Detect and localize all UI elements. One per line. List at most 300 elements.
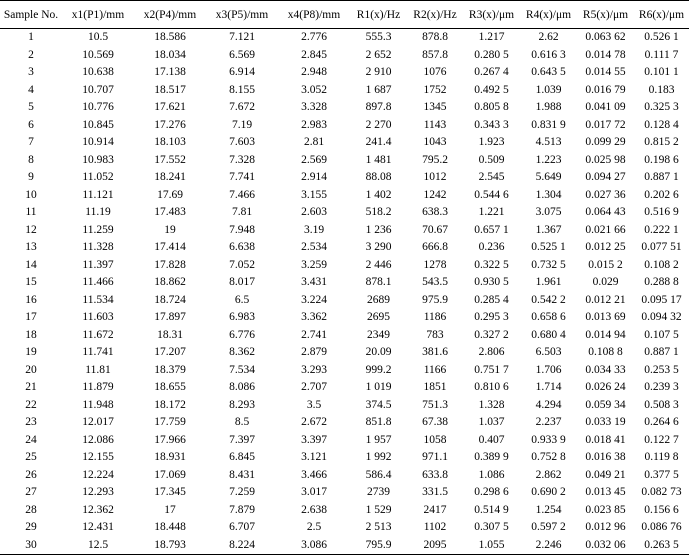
table-cell: 11.052 [82,171,114,184]
table-cell: 1.217 [478,31,505,44]
table-cell: 0.018 41 [585,433,626,446]
column-header: x1(P1)/mm [62,1,134,29]
table-cell: 1 481 [365,153,392,166]
table-cell: 7.397 [229,433,255,446]
table-cell: 2.638 [301,503,327,516]
table-cell: 10.914 [82,136,114,149]
table-cell: 975.9 [422,293,448,306]
table-cell: 8.431 [229,468,255,481]
table-cell: 7.19 [231,118,253,131]
table-cell: 0.508 3 [644,398,679,411]
table-cell: 0.751 7 [474,363,509,376]
sample-number-cell: 25 [25,451,37,464]
table-cell: 0.198 6 [644,153,679,166]
table-cell: 7.879 [229,503,255,516]
table-cell: 633.8 [422,468,448,481]
table-cell: 7.328 [229,153,255,166]
table-row [0,274,689,292]
table-cell: 0.616 3 [531,48,566,61]
table-row [0,47,689,65]
table-cell: 18.448 [154,521,186,534]
table-cell: 6.845 [229,451,255,464]
table-cell: 8.224 [206,537,278,555]
table-row [0,327,689,345]
table-row [0,362,689,380]
table-cell: 11.466 [82,276,114,289]
table-cell: 381.6 [422,346,448,359]
table-cell: 10.845 [82,118,114,131]
table-cell: 18.241 [154,171,186,184]
table-cell: 1043 [423,136,447,149]
table-cell: 0.887 1 [644,346,679,359]
table-cell: 0.236 [478,241,505,254]
table-cell: 857.8 [422,48,448,61]
table-cell: 19 [164,223,176,236]
table-cell: 555.3 [365,31,392,44]
table-cell: 2.545 [478,171,505,184]
table-cell: 17.759 [154,416,186,429]
table-cell: 88.08 [365,171,392,184]
table-cell: 0.407 [478,433,505,446]
table-cell: 1.037 [478,416,505,429]
table-cell: 2.603 [301,206,327,219]
table-cell: 18.793 [134,537,206,555]
table-cell: 0.014 55 [585,66,626,79]
table-cell: 0.377 5 [644,468,679,481]
table-cell: 8.293 [229,398,255,411]
table-cell: 7.603 [229,136,255,149]
table-cell: 6.503 [535,346,562,359]
table-cell: 11.121 [82,188,114,201]
table-cell: 0.014 78 [585,48,626,61]
table-cell: 0.013 69 [585,311,626,324]
table-cell: 666.8 [422,241,448,254]
sample-number-cell: 23 [25,416,37,429]
table-cell: 0.239 3 [644,381,679,394]
table-cell: 8.086 [229,381,255,394]
sample-number-cell: 6 [28,118,34,131]
table-cell: 0.597 2 [531,521,566,534]
table-cell: 0.389 9 [474,451,509,464]
table-cell: 17.069 [154,468,186,481]
table-cell: 0.049 21 [585,468,626,481]
table-cell: 1.714 [535,381,562,394]
table-cell: 3.362 [301,311,327,324]
table-cell: 0.544 6 [474,188,509,201]
table-cell: 2.237 [535,416,562,429]
table-cell: 3.466 [301,468,327,481]
table-cell: 0.887 1 [644,171,679,184]
table-cell: 11.879 [82,381,114,394]
column-header: R6(x)/μm [634,1,689,29]
table-cell: 18.517 [154,83,186,96]
table-cell: 0.122 7 [644,433,679,446]
table-cell: 3.121 [301,451,327,464]
sample-number-cell: 22 [25,398,37,411]
table-cell: 18.862 [154,276,186,289]
table-cell: 0.222 1 [644,223,679,236]
table-cell: 0.108 8 [588,346,623,359]
table-cell: 12.5 [62,537,134,555]
sample-number-cell: 29 [25,521,37,534]
sample-number-cell: 9 [28,171,34,184]
table-cell: 2.914 [301,171,327,184]
table-row [0,152,689,170]
table-cell: 1345 [423,101,447,114]
table-cell: 1.961 [535,276,562,289]
sample-number-cell: 27 [25,486,37,499]
table-cell: 12.362 [82,503,114,516]
table-cell: 0.509 [478,153,505,166]
sample-number-cell: 4 [28,83,34,96]
table-cell: 2349 [367,328,390,341]
sample-number-cell: 7 [28,136,34,149]
table-cell: 18.103 [154,136,186,149]
table-cell: 70.67 [422,223,448,236]
table-cell: 2 910 [365,66,392,79]
table-cell: 18.379 [154,363,186,376]
table-row [0,99,689,117]
table-row [0,64,689,82]
table-cell: 2.862 [535,468,562,481]
column-header: x3(P5)/mm [206,1,278,29]
table-cell: 0.111 7 [644,48,679,61]
table-cell: 0.119 8 [644,451,679,464]
table-cell: 2 446 [365,258,392,271]
table-row [0,467,689,485]
table-cell: 2.983 [301,118,327,131]
table-row [0,117,689,135]
table-cell: 0.831 9 [531,118,566,131]
table-cell: 8.362 [229,346,255,359]
table-cell: 971.1 [422,451,448,464]
table-cell: 8.155 [229,83,255,96]
table-cell: 0.322 5 [474,258,509,271]
table-cell: 0.082 73 [641,486,682,499]
table-cell: 0.933 9 [531,433,566,446]
table-cell: 795.2 [422,153,448,166]
table-cell: 1 402 [365,188,392,201]
table-cell: 7.672 [229,101,255,114]
table-cell: 1058 [423,433,447,446]
table-cell: 0.690 2 [531,486,566,499]
table-cell: 1.221 [478,206,505,219]
table-cell: 3.328 [301,101,327,114]
table-cell: 5.649 [535,171,562,184]
table-cell: 6.569 [229,48,255,61]
table-cell: 2.246 [520,537,577,555]
table-cell: 10.776 [82,101,114,114]
table-cell: 3.397 [301,433,327,446]
sample-number-cell: 14 [25,258,37,271]
table-cell: 0.023 85 [585,503,626,516]
sample-number-cell: 18 [25,328,37,341]
table-cell: 2.741 [301,328,327,341]
table-cell: 2739 [367,486,390,499]
table-cell: 18.724 [154,293,186,306]
table-cell: 11.534 [82,293,114,306]
table-cell: 2.948 [301,66,327,79]
sample-number-cell: 28 [25,503,37,516]
table-cell: 7.466 [229,188,255,201]
column-header: Sample No. [0,1,62,29]
sample-number-cell: 17 [25,311,37,324]
sample-number-cell: 10 [25,188,37,201]
sample-number-cell: 2 [28,48,34,61]
table-cell: 3.259 [301,258,327,271]
table-cell: 851.8 [365,416,392,429]
table-cell: 10.569 [82,48,114,61]
table-cell: 1.039 [535,83,562,96]
table-cell: 3.052 [301,83,327,96]
table-row [0,537,689,555]
table-cell: 0.017 72 [585,118,626,131]
table-cell: 8.017 [229,276,255,289]
table-cell: 1102 [423,521,447,534]
sample-number-cell: 3 [28,66,34,79]
table-cell: 2.5 [306,521,322,534]
table-cell: 6.983 [229,311,255,324]
table-cell: 1.328 [478,398,505,411]
table-cell: 2.569 [301,153,327,166]
table-cell: 0.307 5 [474,521,509,534]
table-cell: 0.059 34 [585,398,626,411]
table-cell: 0.253 5 [644,363,679,376]
table-cell: 6.5 [234,293,250,306]
table-cell: 8.5 [234,416,250,429]
table-cell: 7.81 [231,206,253,219]
table-cell: 0.041 09 [585,101,626,114]
table-cell: 0.099 29 [585,136,626,149]
sample-number-cell: 16 [25,293,37,306]
table-row [0,239,689,257]
table-cell: 0.810 6 [474,381,509,394]
table-cell: 999.2 [365,363,392,376]
table-cell: 0.034 33 [585,363,626,376]
table-cell: 7.052 [229,258,255,271]
table-cell: 0.012 96 [585,521,626,534]
table-row [0,379,689,397]
sample-number-cell: 15 [25,276,37,289]
table-cell: 3.19 [303,223,325,236]
table-cell: 17.276 [154,118,186,131]
sample-number-cell: 1 [28,31,34,44]
table-cell: 1242 [423,188,447,201]
table-cell: 12.293 [82,486,114,499]
table-cell: 18.931 [154,451,186,464]
table-cell: 0.086 76 [641,521,682,534]
table-cell: 11.397 [82,258,114,271]
table-cell: 0.280 5 [474,48,509,61]
table-row [0,449,689,467]
table-cell: 12.431 [82,521,114,534]
table-cell: 1 019 [365,381,392,394]
table-cell: 2689 [367,293,390,306]
table-cell: 7.741 [229,171,255,184]
sample-number-cell: 20 [25,363,37,376]
column-header: R2(x)/Hz [407,1,463,29]
table-row [0,222,689,240]
sample-number-cell: 26 [25,468,37,481]
table-cell: 878.8 [422,31,448,44]
table-cell: 6.914 [229,66,255,79]
table-row [0,257,689,275]
table-cell: 783 [426,328,444,341]
table-cell: 1.304 [535,188,562,201]
table-cell: 795.9 [350,537,407,555]
table-row [0,204,689,222]
table-cell: 0.288 8 [644,276,679,289]
table-cell: 20.09 [365,346,392,359]
table-cell: 3.293 [301,363,327,376]
table-cell: 1.923 [478,136,505,149]
table-cell: 1.254 [535,503,562,516]
table-cell: 4.513 [535,136,562,149]
table-cell: 0.525 1 [531,241,566,254]
table-cell: 10.707 [82,83,114,96]
column-header: R3(x)/μm [463,1,520,29]
table-cell: 0.029 [592,276,619,289]
table-cell: 2.806 [478,346,505,359]
table-cell: 0.815 2 [644,136,679,149]
table-cell: 0.063 62 [585,31,626,44]
table-cell: 6.638 [229,241,255,254]
table-cell: 1.988 [535,101,562,114]
sample-number-cell: 12 [25,223,37,236]
table-cell: 1.223 [535,153,562,166]
table-cell: 0.657 1 [474,223,509,236]
table-cell: 0.267 4 [474,66,509,79]
table-cell: 0.285 4 [474,293,509,306]
table-cell: 0.295 3 [474,311,509,324]
table-row [0,502,689,520]
table-row [0,82,689,100]
table-cell: 0.013 45 [585,486,626,499]
table-cell: 17.483 [154,206,186,219]
table-cell: 751.3 [422,398,448,411]
table-cell: 1012 [423,171,447,184]
table-cell: 0.016 38 [585,451,626,464]
table-cell: 17.966 [154,433,186,446]
sample-number-cell: 13 [25,241,37,254]
table-cell: 897.8 [365,101,392,114]
table-cell: 11.259 [82,223,114,236]
table-cell: 17 [164,503,176,516]
column-header: R1(x)/Hz [350,1,407,29]
table-cell: 6.776 [229,328,255,341]
table-cell: 878.1 [365,276,392,289]
table-cell: 12.086 [82,433,114,446]
table-cell: 1 529 [365,503,392,516]
table-cell: 11.19 [85,206,111,219]
table-row [0,432,689,450]
table-row [0,169,689,187]
table-row [0,29,689,47]
table-cell: 7.121 [229,31,255,44]
table-cell: 0.325 3 [644,101,679,114]
table-cell: 0.094 27 [585,171,626,184]
table-cell: 0.107 5 [644,328,679,341]
table-cell: 0.032 06 [577,537,634,555]
table-body [0,29,689,555]
table-cell: 2417 [423,503,447,516]
table-cell: 3.431 [301,276,327,289]
table-cell: 0.015 2 [588,258,623,271]
table-cell: 12.224 [82,468,114,481]
table-cell: 0.930 5 [474,276,509,289]
table-cell: 2 270 [365,118,392,131]
table-cell: 0.094 32 [641,311,682,324]
table-cell: 17.207 [154,346,186,359]
header-row [0,1,689,29]
table-cell: 3.075 [535,206,562,219]
sample-number-cell: 8 [28,153,34,166]
table-cell: 17.414 [154,241,186,254]
table-cell: 2 652 [365,48,392,61]
table-cell: 7.259 [229,486,255,499]
table-cell: 1.706 [535,363,562,376]
table-cell: 2695 [367,311,390,324]
table-cell: 3.086 [278,537,350,555]
sample-number-cell: 30 [0,537,62,555]
table-cell: 241.4 [365,136,392,149]
table-cell: 2.81 [303,136,325,149]
table-cell: 638.3 [422,206,448,219]
table-cell: 1 687 [365,83,392,96]
table-cell: 1.086 [478,468,505,481]
table-cell: 1143 [423,118,447,131]
table-cell: 11.328 [82,241,114,254]
table-cell: 1166 [423,363,447,376]
table-cell: 0.128 4 [644,118,679,131]
table-cell: 0.327 2 [474,328,509,341]
table-cell: 0.516 9 [644,206,679,219]
table-cell: 17.138 [154,66,186,79]
table-cell: 0.095 17 [641,293,682,306]
table-cell: 12.155 [82,451,114,464]
table-cell: 2.707 [301,381,327,394]
table-cell: 0.183 [648,83,675,96]
table-cell: 1 992 [365,451,392,464]
table-cell: 10.5 [87,31,109,44]
table-cell: 0.016 79 [585,83,626,96]
table-cell: 1752 [423,83,447,96]
table-cell: 0.108 2 [644,258,679,271]
table-cell: 67.38 [422,416,448,429]
table-cell: 0.263 5 [634,537,689,555]
table-row [0,309,689,327]
table-cell: 3.224 [301,293,327,306]
table-cell: 0.752 8 [531,451,566,464]
column-header: x4(P8)/mm [278,1,350,29]
table-cell: 17.897 [154,311,186,324]
table-cell: 11.672 [82,328,114,341]
table-row [0,134,689,152]
table-cell: 0.643 5 [531,66,566,79]
table-cell: 11.948 [82,398,114,411]
table-cell: 0.027 36 [585,188,626,201]
table-cell: 0.064 43 [585,206,626,219]
column-header: x2(P4)/mm [134,1,206,29]
table-cell: 3.5 [306,398,322,411]
table-cell: 1851 [423,381,447,394]
table-cell: 518.2 [365,206,392,219]
table-cell: 0.542 2 [531,293,566,306]
table-cell: 10.638 [82,66,114,79]
table-cell: 1186 [423,311,447,324]
table-cell: 0.077 51 [641,241,682,254]
table-cell: 2.62 [538,31,559,44]
